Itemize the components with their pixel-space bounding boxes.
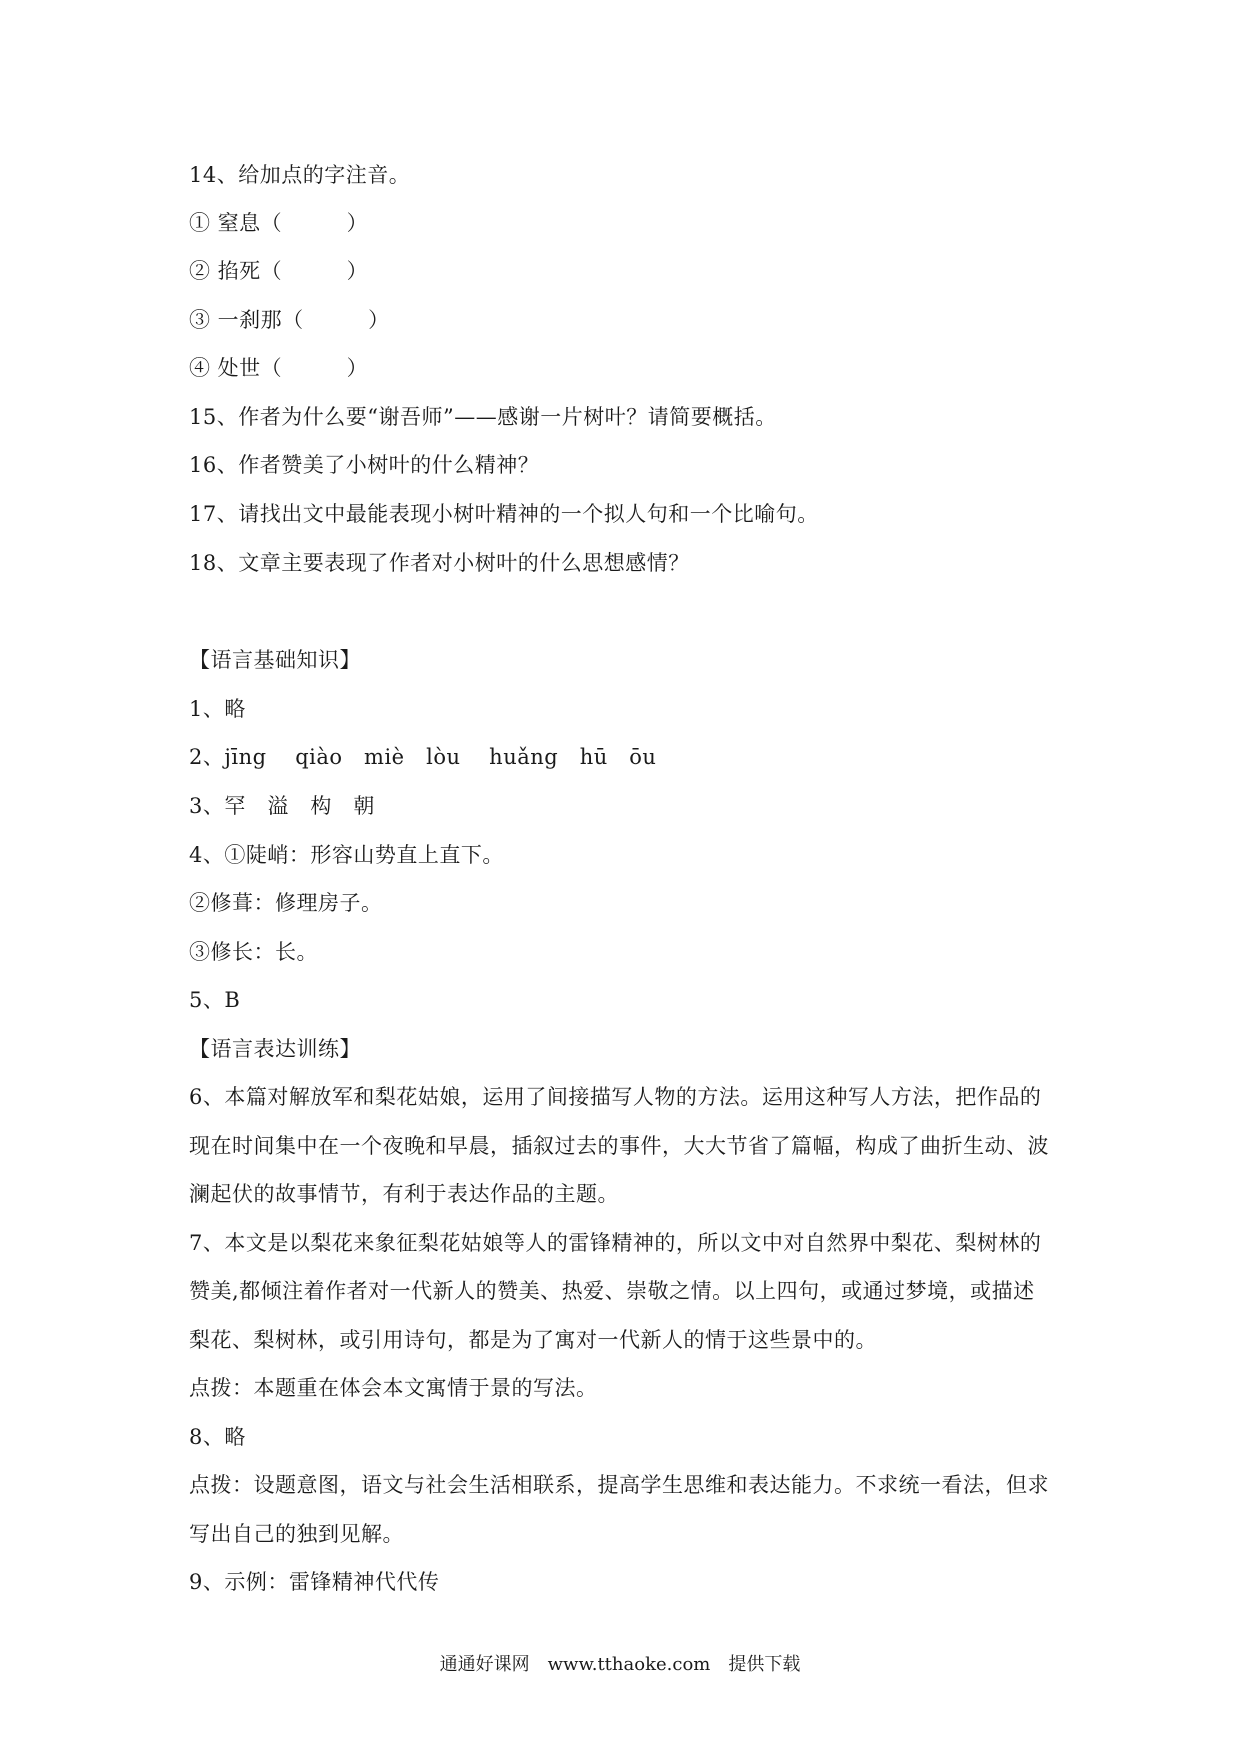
- answer-8-hint-line-2: 写出自己的独到见解。: [189, 1522, 404, 1546]
- section-title-language-expression: 【语言表达训练】: [189, 1037, 361, 1061]
- answer-8: 8、略: [189, 1425, 246, 1449]
- answer-4-1: 4、①陡峭：形容山势直上直下。: [189, 843, 504, 867]
- answer-7-line-1: 7、本文是以梨花来象征梨花姑娘等人的雷锋精神的，所以文中对自然界中梨花、梨树林的: [189, 1231, 1042, 1255]
- answer-1: 1、略: [189, 697, 246, 721]
- answer-7-hint: 点拨：本题重在体会本文寓情于景的写法。: [189, 1376, 598, 1400]
- answer-4-3: ③修长：长。: [189, 940, 318, 964]
- question-14-item-2: ② 掐死（ ）: [189, 259, 369, 283]
- question-14-item-3: ③ 一刹那（ ）: [189, 308, 390, 332]
- page-footer: 通通好课网 www.tthaoke.com 提供下载: [439, 1654, 801, 1675]
- answer-7-line-3: 梨花、梨树林，或引用诗句，都是为了寓对一代新人的情于这些景中的。: [189, 1328, 877, 1352]
- answer-5: 5、B: [189, 988, 241, 1012]
- answer-6-line-1: 6、本篇对解放军和梨花姑娘，运用了间接描写人物的方法。运用这种写人方法，把作品的: [189, 1085, 1042, 1109]
- question-14: 14、给加点的字注音。: [189, 163, 411, 187]
- question-17: 17、请找出文中最能表现小树叶精神的一个拟人句和一个比喻句。: [189, 502, 819, 526]
- answer-2: 2、jīng qiào miè lòu huǎng hū ōu: [189, 745, 657, 769]
- answer-4-2: ②修葺：修理房子。: [189, 891, 383, 915]
- question-14-item-1: ① 窒息（ ）: [189, 211, 369, 235]
- question-14-item-4: ④ 处世（ ）: [189, 356, 369, 380]
- question-15: 15、作者为什么要“谢吾师”——感谢一片树叶？请简要概括。: [189, 405, 777, 429]
- question-16: 16、作者赞美了小树叶的什么精神？: [189, 453, 540, 477]
- answer-3: 3、罕 溢 构 朝: [189, 794, 375, 818]
- section-title-language-basics: 【语言基础知识】: [189, 648, 361, 672]
- answer-9: 9、示例：雷锋精神代代传: [189, 1570, 440, 1594]
- answer-7-line-2: 赞美,都倾注着作者对一代新人的赞美、热爱、崇敬之情。以上四句，或通过梦境，或描述: [189, 1279, 1035, 1303]
- answer-8-hint-line-1: 点拨：设题意图，语文与社会生活相联系，提高学生思维和表达能力。不求统一看法，但求: [189, 1473, 1049, 1497]
- answer-6-line-2: 现在时间集中在一个夜晚和早晨，插叙过去的事件，大大节省了篇幅，构成了曲折生动、波: [189, 1134, 1049, 1158]
- answer-6-line-3: 澜起伏的故事情节，有利于表达作品的主题。: [189, 1182, 619, 1206]
- question-18: 18、文章主要表现了作者对小树叶的什么思想感情？: [189, 551, 690, 575]
